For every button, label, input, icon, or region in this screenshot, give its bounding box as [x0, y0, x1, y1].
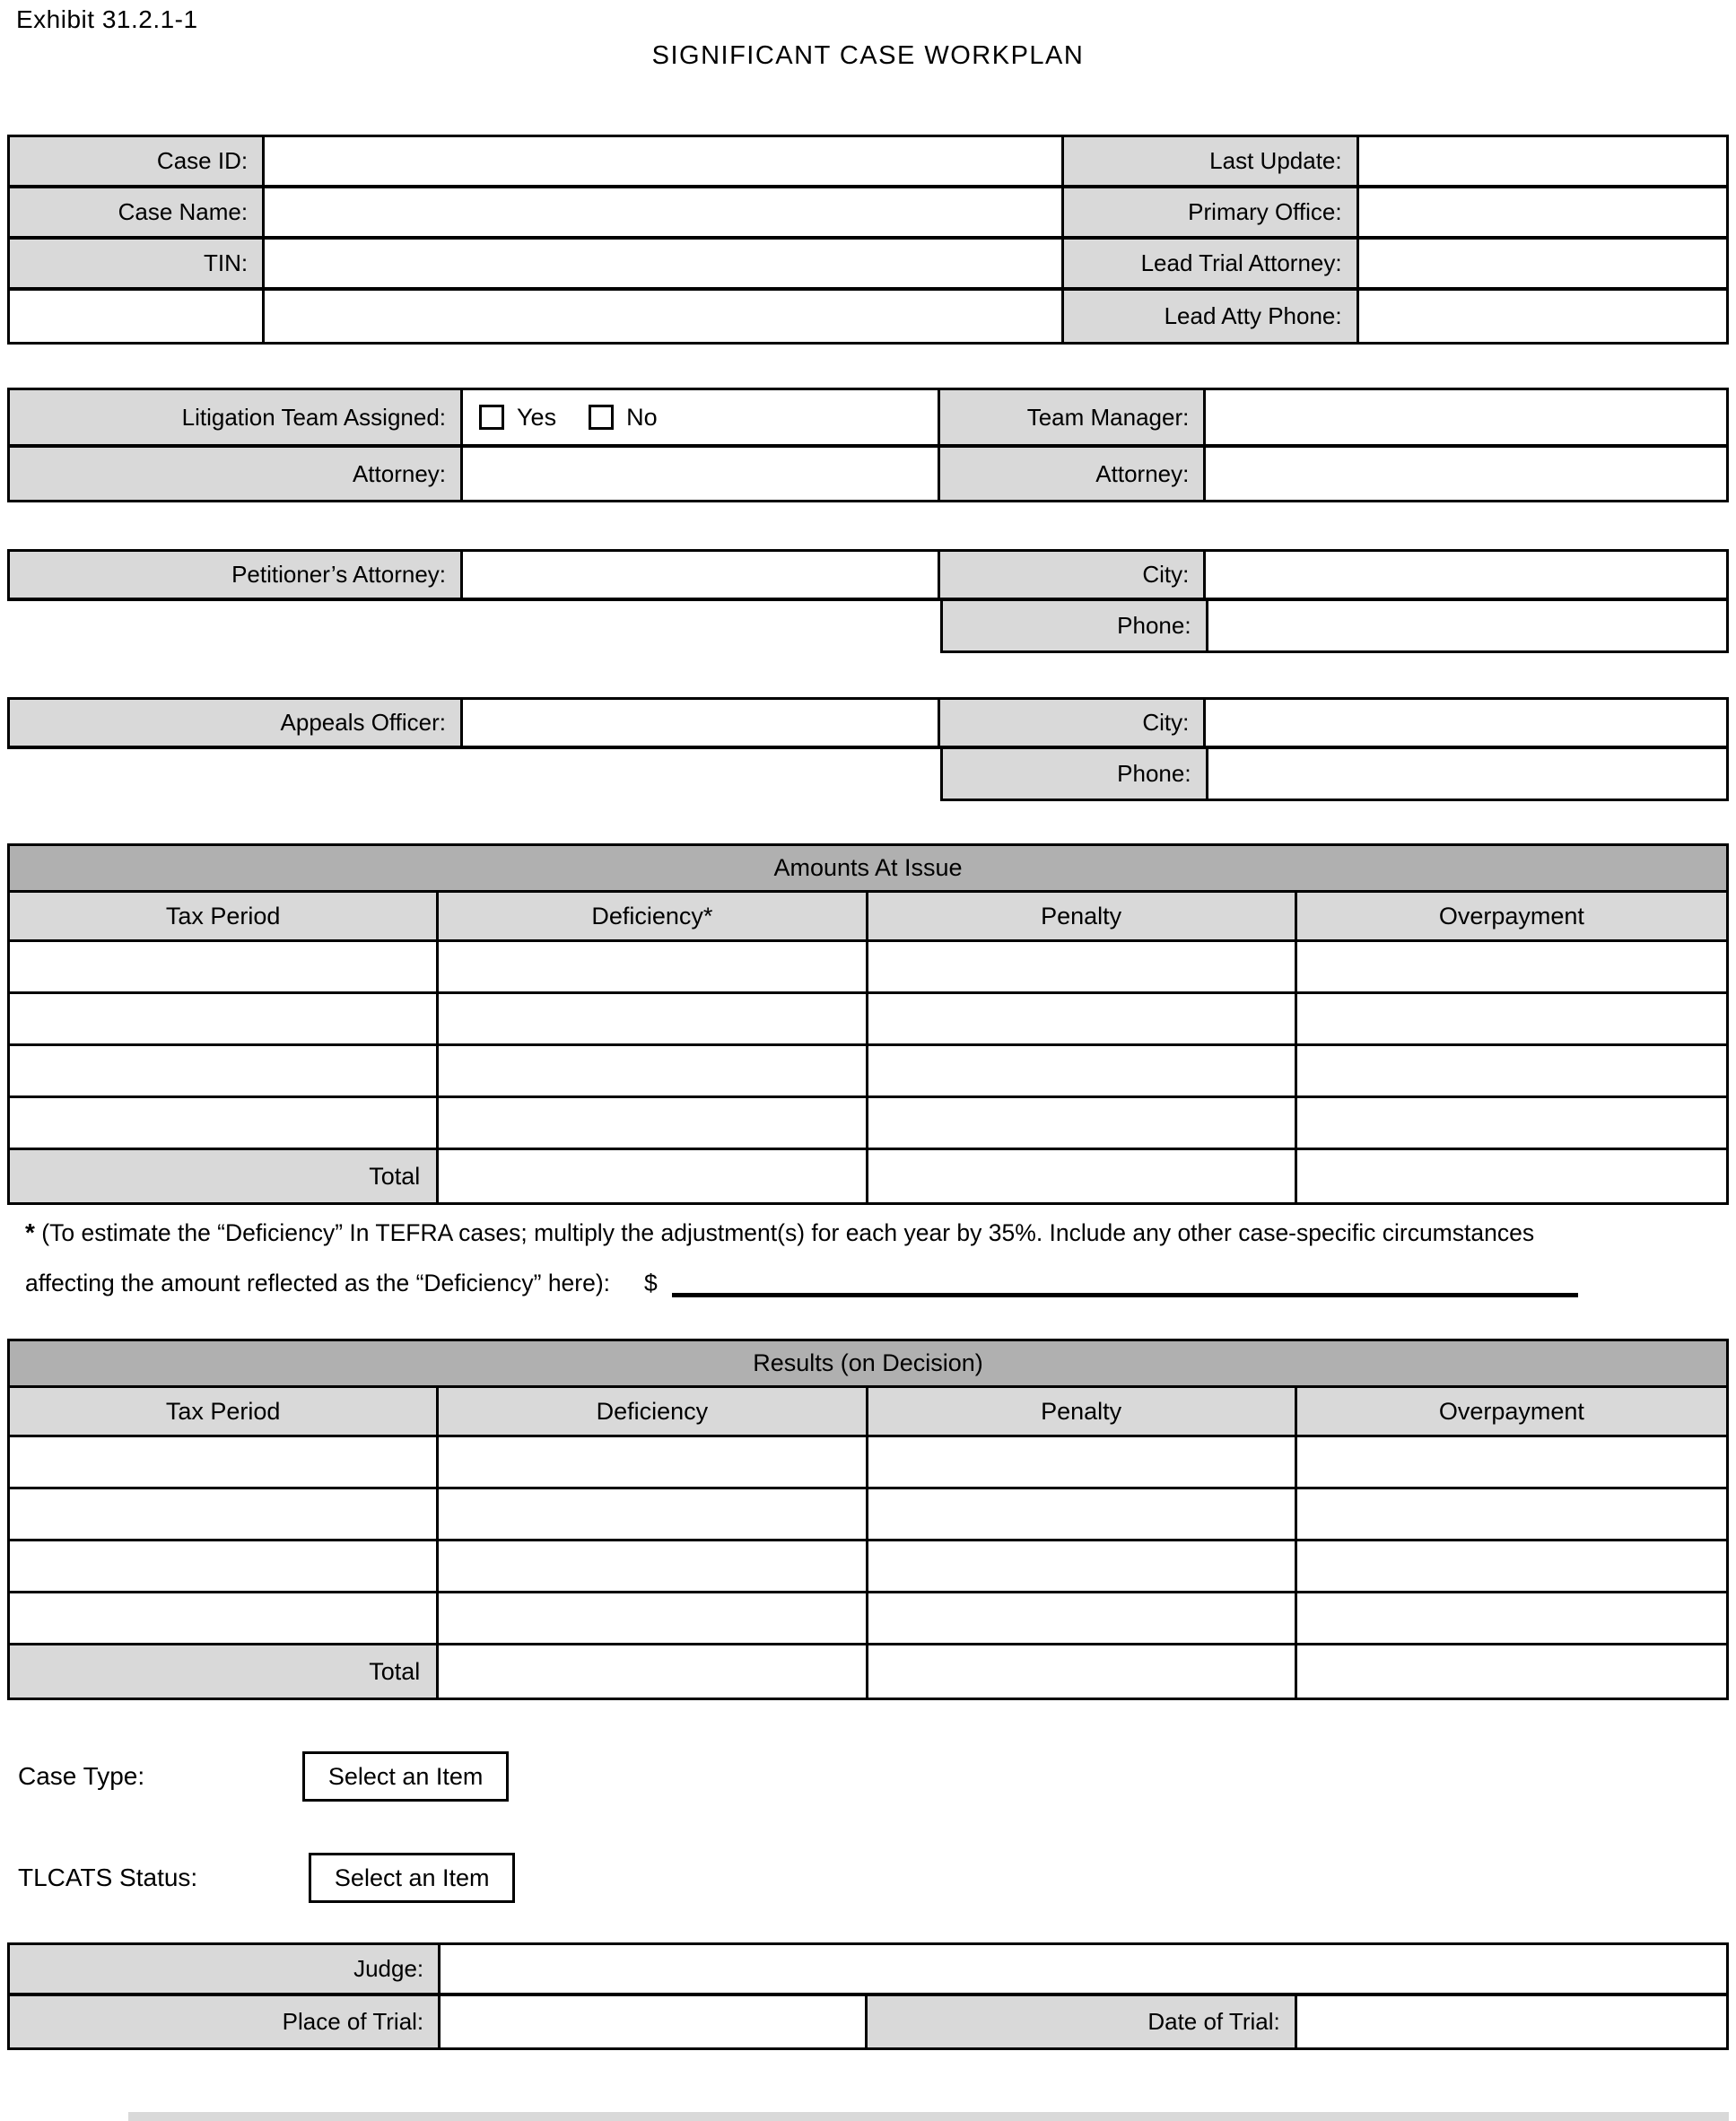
results-cell-input[interactable] [439, 1437, 868, 1487]
tlcats-status-row [18, 1853, 515, 1903]
tin-label: TIN: [10, 240, 265, 287]
results-cell-input[interactable] [868, 1489, 1297, 1539]
blank-input[interactable] [265, 291, 1064, 342]
appeals-phone-input[interactable] [1208, 749, 1726, 799]
no-checkbox-label: No [626, 403, 658, 431]
page-title: SIGNIFICANT CASE WORKPLAN [651, 41, 1085, 70]
footnote-line2-text: affecting the amount reflected as the “Deficiency” here): [25, 1270, 611, 1296]
amounts-cell-input[interactable] [10, 1098, 439, 1148]
table-row [940, 601, 1729, 653]
case-type-select[interactable]: Select an Item [302, 1751, 509, 1802]
next-section-cutoff-bar [128, 2112, 1729, 2121]
footnote-asterisk: * [25, 1218, 35, 1246]
petitioner-city-input[interactable] [1206, 552, 1726, 598]
results-total-label: Total [10, 1645, 439, 1698]
column-header-tax-period: Tax Period [10, 893, 439, 939]
results-cell-input[interactable] [868, 1437, 1297, 1487]
amounts-cell-input[interactable] [10, 1046, 439, 1095]
dollar-sign: $ [644, 1270, 658, 1296]
results-cell-input[interactable] [439, 1489, 868, 1539]
judge-label: Judge: [10, 1945, 441, 1993]
amounts-at-issue-title: Amounts At Issue [10, 846, 1726, 893]
case-type-row [18, 1751, 509, 1802]
results-cell-input[interactable] [439, 1593, 868, 1643]
petitioner-attorney-label: Petitioner’s Attorney: [10, 552, 463, 598]
results-on-decision-table [7, 1339, 1729, 1700]
amounts-cell-input[interactable] [439, 994, 868, 1043]
footnote-line1 [25, 1218, 1717, 1247]
lead-atty-phone-input[interactable] [1359, 291, 1726, 342]
tlcats-status-select[interactable]: Select an Item [309, 1853, 515, 1903]
case-id-label: Case ID: [10, 137, 265, 185]
lead-trial-attorney-label: Lead Trial Attorney: [1064, 240, 1359, 287]
table-row [10, 1945, 1726, 1996]
table-row [10, 1996, 1726, 2047]
case-name-label: Case Name: [10, 188, 265, 236]
place-of-trial-input[interactable] [441, 1996, 868, 2047]
petitioner-attorney-input[interactable] [463, 552, 940, 598]
appeals-officer-input[interactable] [463, 700, 940, 746]
appeals-officer-table [7, 697, 1729, 801]
blank-cell [10, 291, 265, 342]
tin-input[interactable] [265, 240, 1064, 287]
petitioner-phone-label: Phone: [943, 601, 1208, 650]
litigation-team-assigned-label: Litigation Team Assigned: [10, 390, 463, 444]
appeals-city-input[interactable] [1206, 700, 1726, 746]
petitioner-attorney-table [7, 549, 1729, 653]
appeals-phone-label: Phone: [943, 749, 1208, 799]
table-row [7, 549, 1729, 601]
attorney-left-label: Attorney: [10, 448, 463, 500]
table-row [10, 994, 1726, 1046]
litigation-team-table [7, 388, 1729, 502]
petitioner-city-label: City: [940, 552, 1207, 598]
results-title: Results (on Decision) [10, 1341, 1726, 1388]
column-header-overpayment: Overpayment [1297, 893, 1726, 939]
amounts-cell-input[interactable] [439, 942, 868, 991]
amounts-cell-input[interactable] [868, 1098, 1297, 1148]
primary-office-label: Primary Office: [1064, 188, 1359, 236]
tlcats-status-label: TLCATS Status: [18, 1864, 198, 1891]
table-row [7, 697, 1729, 749]
table-row [10, 188, 1726, 240]
table-row [10, 291, 1726, 342]
amounts-total-penalty-input[interactable] [868, 1150, 1297, 1202]
results-cell-input[interactable] [10, 1489, 439, 1539]
date-of-trial-input[interactable] [1297, 1996, 1726, 2047]
amounts-cell-input[interactable] [10, 942, 439, 991]
table-row [940, 749, 1729, 801]
litigation-team-checkboxes [463, 390, 940, 444]
case-id-input[interactable] [265, 137, 1064, 185]
table-row [10, 1046, 1726, 1098]
last-update-input[interactable] [1359, 137, 1726, 185]
footnote-line1-text: (To estimate the “Deficiency” In TEFRA cases; multiply the adjustment(s) for each year by 35%. Include any other case-specific circumstances [41, 1219, 1535, 1246]
table-row [10, 942, 1726, 994]
results-total-overpayment-input[interactable] [1297, 1645, 1726, 1698]
column-header-penalty: Penalty [868, 893, 1297, 939]
column-header-deficiency: Deficiency [439, 1388, 868, 1435]
amounts-cell-input[interactable] [1297, 994, 1726, 1043]
last-update-label: Last Update: [1064, 137, 1359, 185]
results-cell-input[interactable] [10, 1437, 439, 1487]
column-header-penalty: Penalty [868, 1388, 1297, 1435]
amounts-total-deficiency-input[interactable] [439, 1150, 868, 1202]
no-checkbox[interactable] [589, 405, 614, 430]
table-row [10, 240, 1726, 291]
deficiency-amount-input[interactable] [672, 1270, 1578, 1297]
judge-input[interactable] [441, 1945, 1726, 1993]
amounts-cell-input[interactable] [868, 1046, 1297, 1095]
deficiency-footnote [25, 1218, 1717, 1297]
amounts-cell-input[interactable] [1297, 1046, 1726, 1095]
results-total-penalty-input[interactable] [868, 1645, 1297, 1698]
table-row [10, 1437, 1726, 1489]
date-of-trial-label: Date of Trial: [868, 1996, 1296, 2047]
attorney-left-input[interactable] [463, 448, 940, 500]
amounts-total-overpayment-input[interactable] [1297, 1150, 1726, 1202]
results-cell-input[interactable] [10, 1541, 439, 1591]
amounts-total-row [10, 1150, 1726, 1202]
table-row [10, 1541, 1726, 1593]
footnote-line2 [25, 1270, 1717, 1297]
yes-checkbox[interactable] [479, 405, 504, 430]
table-row [10, 1489, 1726, 1541]
amounts-cell-input[interactable] [439, 1046, 868, 1095]
table-row [10, 1593, 1726, 1645]
team-manager-label: Team Manager: [940, 390, 1207, 444]
trial-info-table [7, 1942, 1729, 2050]
amounts-total-label: Total [10, 1150, 439, 1202]
lead-atty-phone-label: Lead Atty Phone: [1064, 291, 1359, 342]
yes-checkbox-label: Yes [517, 403, 557, 431]
appeals-officer-label: Appeals Officer: [10, 700, 463, 746]
team-manager-input[interactable] [1206, 390, 1726, 444]
amounts-cell-input[interactable] [868, 942, 1297, 991]
results-cell-input[interactable] [868, 1541, 1297, 1591]
table-row [10, 137, 1726, 188]
results-header-row [10, 1388, 1726, 1437]
primary-office-input[interactable] [1359, 188, 1726, 236]
results-cell-input[interactable] [868, 1593, 1297, 1643]
attorney-right-label: Attorney: [940, 448, 1207, 500]
petitioner-phone-input[interactable] [1208, 601, 1726, 650]
attorney-right-input[interactable] [1206, 448, 1726, 500]
amounts-header-row [10, 893, 1726, 942]
amounts-cell-input[interactable] [1297, 1098, 1726, 1148]
results-cell-input[interactable] [439, 1541, 868, 1591]
table-row [10, 390, 1726, 448]
amounts-at-issue-table [7, 843, 1729, 1205]
column-header-deficiency: Deficiency* [439, 893, 868, 939]
results-total-deficiency-input[interactable] [439, 1645, 868, 1698]
column-header-tax-period: Tax Period [10, 1388, 439, 1435]
amounts-cell-input[interactable] [1297, 942, 1726, 991]
lead-trial-attorney-input[interactable] [1359, 240, 1726, 287]
place-of-trial-label: Place of Trial: [10, 1996, 441, 2047]
results-cell-input[interactable] [1297, 1489, 1726, 1539]
column-header-overpayment: Overpayment [1297, 1388, 1726, 1435]
case-info-table [7, 135, 1729, 345]
results-cell-input[interactable] [10, 1593, 439, 1643]
results-total-row [10, 1645, 1726, 1698]
appeals-city-label: City: [940, 700, 1207, 746]
amounts-cell-input[interactable] [439, 1098, 868, 1148]
table-row [10, 448, 1726, 500]
amounts-cell-input[interactable] [868, 994, 1297, 1043]
results-cell-input[interactable] [1297, 1437, 1726, 1487]
exhibit-label: Exhibit 31.2.1-1 [16, 5, 198, 33]
case-type-label: Case Type: [18, 1762, 145, 1790]
results-cell-input[interactable] [1297, 1593, 1726, 1643]
case-name-input[interactable] [265, 188, 1064, 236]
amounts-cell-input[interactable] [10, 994, 439, 1043]
results-cell-input[interactable] [1297, 1541, 1726, 1591]
table-row [10, 1098, 1726, 1150]
